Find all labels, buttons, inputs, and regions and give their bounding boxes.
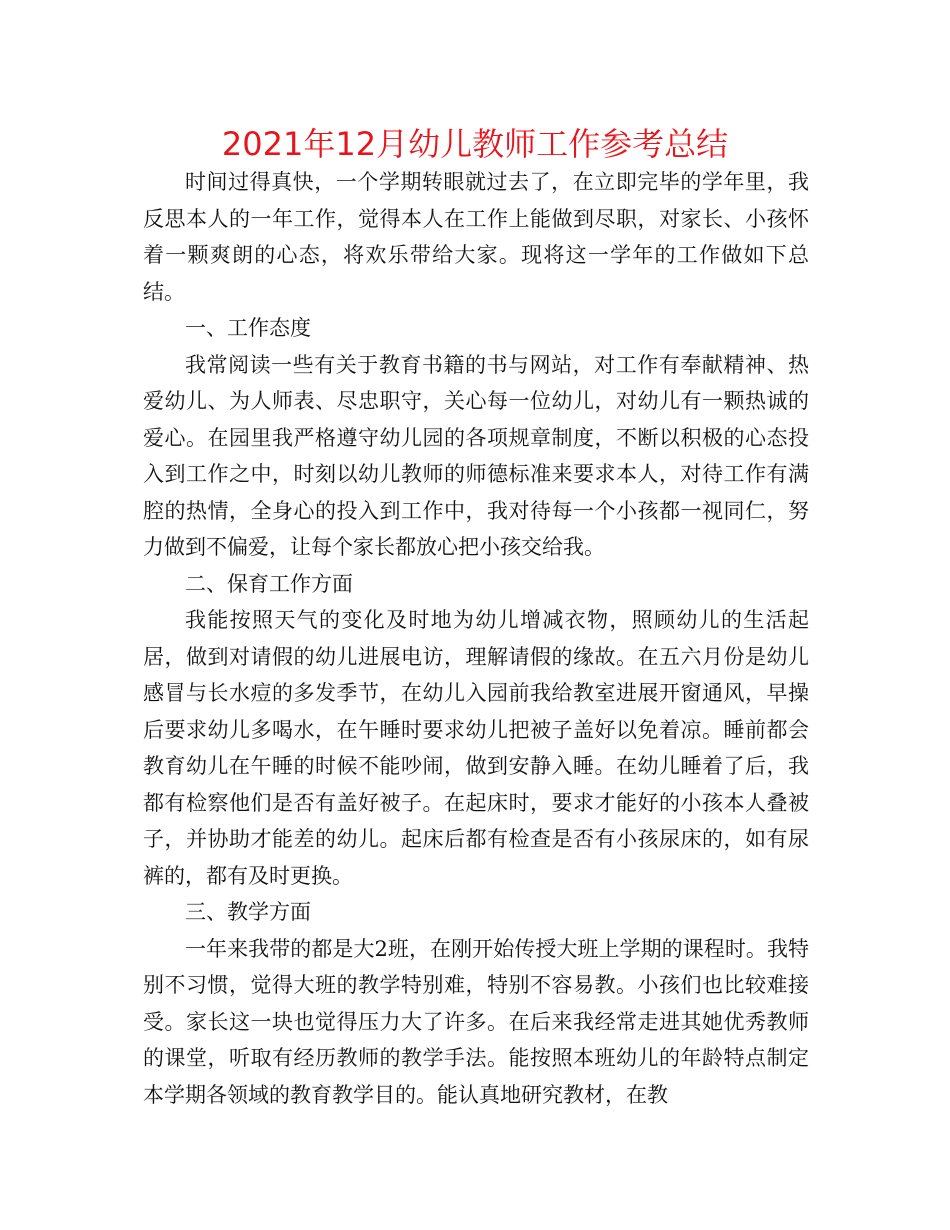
heading-work-attitude: 一、工作态度	[185, 316, 311, 340]
paragraph-teaching: 一年来我带的都是大2班，在刚开始传授大班上学期的课程时。我特别不习惯，觉得大班的教学特别难，特别不容易教。小孩们也比较难接受。家长这一块也觉得压力大了许多。在后来我经常走进其她优秀教师的课堂，听取有经历教师的教学手法。能按照本班幼儿的年龄特点制定本学期各领域的教育教学目的。能认真地研究教材，在教	[143, 936, 809, 1107]
document-body	[143, 164, 809, 1113]
heading-childcare: 二、保育工作方面	[185, 571, 353, 596]
document-title: 2021年12月幼儿教师工作参考总结	[221, 125, 729, 163]
paragraph-intro: 时间过得真快，一个学期转眼就过去了，在立即完毕的学年里，我反思本人的一年工作，觉得本人在工作上能做到尽职，对家长、小孩怀着一颗爽朗的心态，将欢乐带给大家。现将这一学年的工作做如下总结。	[143, 170, 809, 304]
paragraph-childcare: 我能按照天气的变化及时地为幼儿增减衣物，照顾幼儿的生活起居，做到对请假的幼儿进展电访，理解请假的缘故。在五六月份是幼儿感冒与长水痘的多发季节，在幼儿入园前我给教室进展开窗通风，早操后要求幼儿多喝水，在午睡时要求幼儿把被子盖好以免着凉。睡前都会教育幼儿在午睡的时候不能吵闹，做到安静入睡。在幼儿睡着了后，我都有检察他们是否有盖好被子。在起床时，要求才能好的小孩本人叠被子，并协助才能差的幼儿。起床后都有检查是否有小孩尿床的，如有尿裤的，都有及时更换。	[143, 608, 809, 888]
paragraph-work-attitude: 我常阅读一些有关于教育书籍的书与网站，对工作有奉献精神、热爱幼儿、为人师表、尽忠职守，关心每一位幼儿，对幼儿有一颗热诚的爱心。在园里我严格遵守幼儿园的各项规章制度，不断以积极的心态投入到工作之中，时刻以幼儿教师的师德标准来要求本人，对待工作有满腔的热情，全身心的投入到工作中，我对待每一个小孩都一视同仁，努力做到不偏爱，让每个家长都放心把小孩交给我。	[143, 352, 809, 559]
heading-teaching: 三、教学方面	[185, 900, 311, 924]
